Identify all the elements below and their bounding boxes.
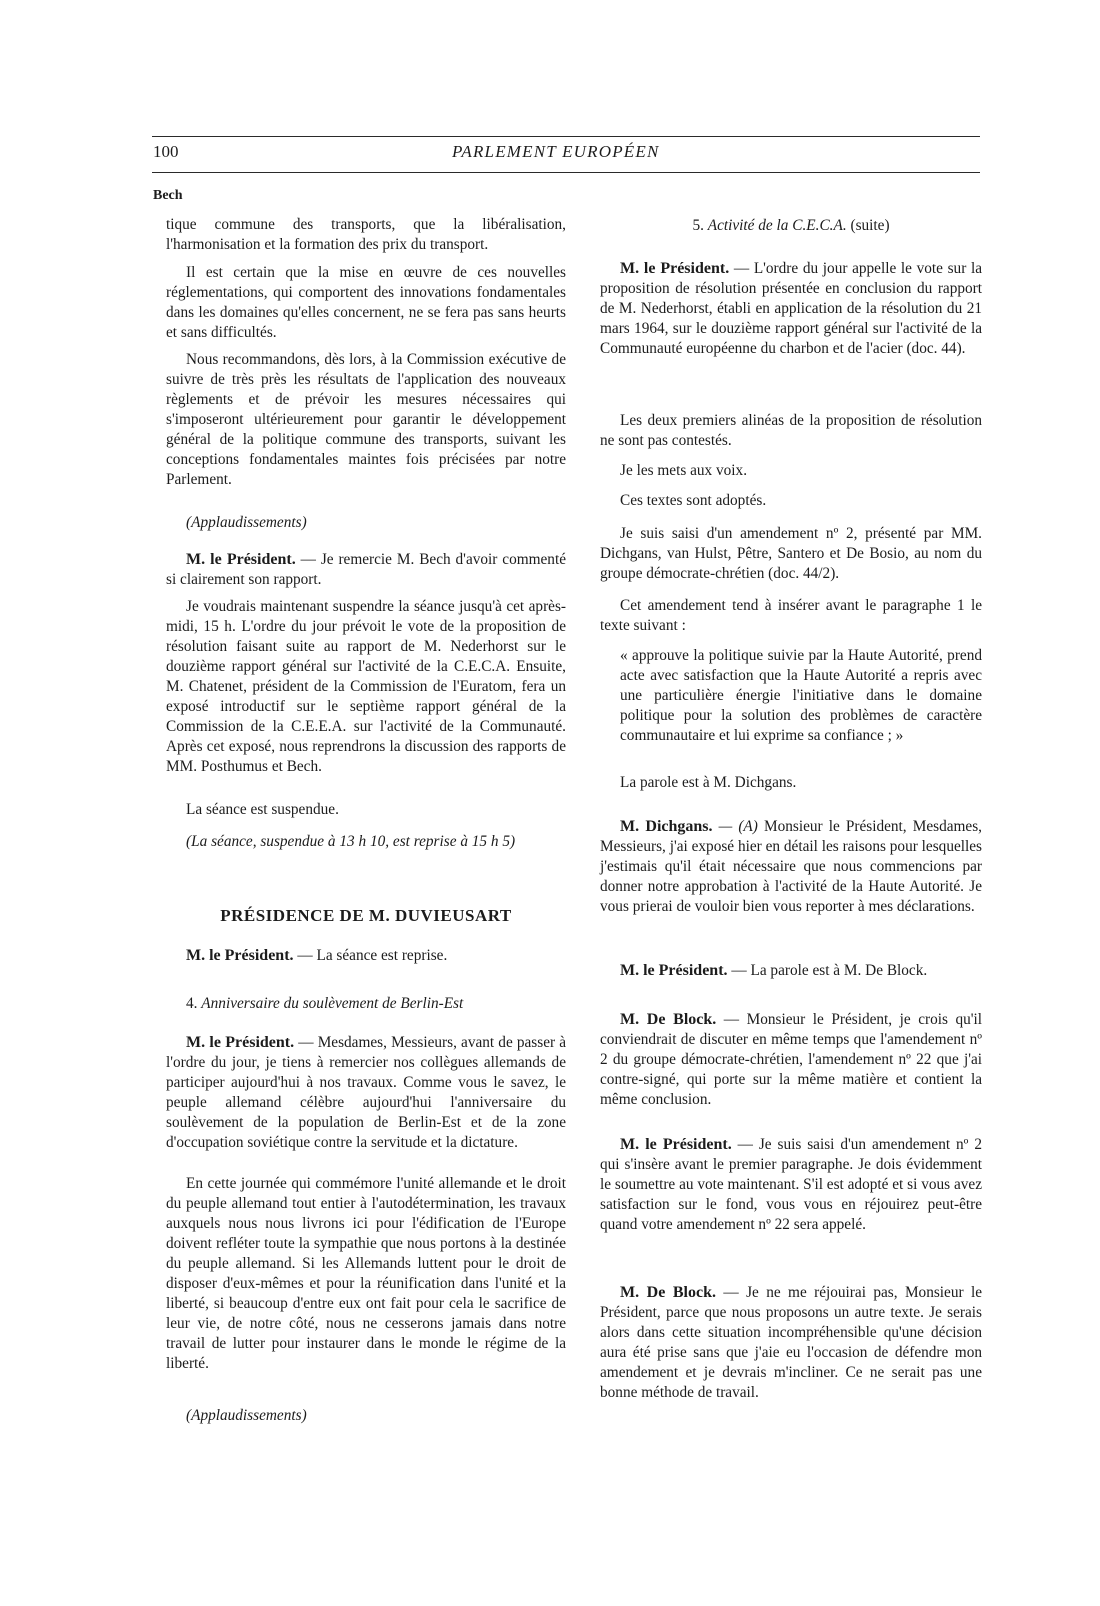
agenda-item-number: 4. bbox=[186, 995, 202, 1012]
agenda-item-number: 5. bbox=[692, 217, 708, 234]
speaker-name: M. De Block. bbox=[620, 1284, 717, 1301]
running-title: PARLEMENT EUROPÉEN bbox=[452, 142, 660, 161]
paragraph: tique commune des transports, que la libéralisation, l'harmonisation et la formation des prix du transport. bbox=[166, 216, 566, 253]
paragraph: La séance est suspendue. bbox=[186, 801, 339, 818]
agenda-item-suffix: (suite) bbox=[846, 217, 890, 234]
speech-text: — Mesdames, Messieurs, avant de passer à l'ordre du jour, je tiens à remercier nos collègues allemands de participer aujourd'hui à nos travaux. Comme vous le savez, le peuple allemand célèbre aujourd'hui l'anniversaire du soulèvement de la population de Berlin-Est et de la zone d'occupation soviétique contre la servitude et la dictature. bbox=[166, 1034, 567, 1151]
paragraph: Je les mets aux voix. bbox=[620, 462, 748, 479]
agenda-item-title: Anniversaire du soulèvement de Berlin-Est bbox=[201, 995, 464, 1012]
speaker-name: M. le Président. bbox=[620, 962, 728, 979]
speech-text: — Je ne me réjouirai pas, Monsieur le Président, parce que nous proposons un autre texte. Je serais alors dans cette situation incompréhensible qu'une décision aura été prise sans que j'aie eu l'occasion de défendre mon amendement et je devrais m'incliner. Ce ne serait pas une bonne méthode de travail. bbox=[600, 1284, 983, 1401]
speech-paragraph bbox=[600, 1135, 982, 1235]
speech-paragraph bbox=[166, 946, 566, 966]
speech-text: — La parole est à M. De Block. bbox=[727, 962, 928, 979]
speech-paragraph bbox=[600, 259, 982, 359]
speech-paragraph bbox=[600, 1010, 982, 1110]
amendment-quote: « approuve la politique suivie par la Haute Autorité, prend acte avec satisfaction que la Haute Autorité a repris avec une particulière énergie l'initiative dans le domaine politique pour la solution des problèmes de caractère communautaire et lui exprime sa confiance ; » bbox=[620, 647, 982, 744]
paragraph: Les deux premiers alinéas de la proposition de résolution ne sont pas contestés. bbox=[600, 412, 982, 449]
speaker-name: M. Dichgans. bbox=[620, 818, 713, 835]
paragraph: Je voudrais maintenant suspendre la séance jusqu'à cet après-midi, 15 h. L'ordre du jour prévoit le vote de la proposition de résolution faisant suite au rapport de M. Nederhorst sur le douzième rapport général sur l'activité de la C.E.C.A. Ensuite, M. Chatenet, président de la Commission de l'Euratom, fera un exposé introductif sur le septième rapport général de la Commission de la C.E.E.A. sur l'activité de la Communauté. Après cet exposé, nous reprendrons la discussion des rapports de MM. Posthumus et Bech. bbox=[166, 598, 566, 775]
header-rule-top bbox=[152, 136, 980, 137]
agenda-item-title: Activité de la C.E.C.A. bbox=[707, 217, 847, 234]
paragraph: Il est certain que la mise en œuvre de ces nouvelles réglementations, qui comportent des innovations fondamentales dans les domaines qu'elles concernent, ne se fera pas sans heurts et sans difficultés. bbox=[166, 264, 566, 341]
speech-paragraph bbox=[600, 961, 982, 981]
speech-text: — L'ordre du jour appelle le vote sur la proposition de résolution présentée en conclusion du rapport de M. Nederhorst, établi en application de la résolution du 21 mars 1964, sur le douzième rapport général sur l'activité de la Communauté européenne du charbon et de l'acier (doc. 44). bbox=[600, 260, 982, 357]
paragraph: La parole est à M. Dichgans. bbox=[620, 774, 797, 791]
speech-paragraph bbox=[166, 550, 566, 590]
speaker-name: M. le Président. bbox=[186, 551, 296, 568]
speech-text: — Je remercie M. Bech d'avoir commenté si clairement son rapport. bbox=[166, 551, 566, 588]
speaker-name: M. le Président. bbox=[620, 260, 730, 277]
page-number: 100 bbox=[153, 142, 179, 161]
agenda-item-heading bbox=[166, 994, 566, 1014]
header-rule-bottom bbox=[152, 172, 980, 173]
speech-paragraph bbox=[600, 1283, 982, 1403]
paragraph: Cet amendement tend à insérer avant le paragraphe 1 le texte suivant : bbox=[600, 597, 982, 634]
speaker-name: M. De Block. bbox=[620, 1011, 717, 1028]
speaker-name: M. le Président. bbox=[620, 1136, 732, 1153]
speech-text: Monsieur le Président, Mesdames, Messieurs, j'ai exposé hier en détail les raisons pour lesquelles j'estimais qu'il était nécessaire que nous commencions par donner notre approbation à l'activité de la Haute Autorité. Je vous prierai de vouloir bien vous reporter à mes déclarations. bbox=[600, 818, 982, 915]
language-marker: — (A) bbox=[712, 818, 758, 835]
speech-text: — La séance est reprise. bbox=[293, 947, 448, 964]
section-title: PRÉSIDENCE DE M. DUVIEUSART bbox=[220, 906, 512, 925]
agenda-item-heading bbox=[600, 216, 982, 236]
speaker-name: M. le Président. bbox=[186, 1034, 295, 1051]
speech-text: — Monsieur le Président, je crois qu'il conviendrait de discuter en même temps que l'amendement nº 2 du groupe démocrate-chrétien, l'amendement nº 22 que j'ai contre-signé, qui porte sur la même matière et contient la même conclusion. bbox=[600, 1011, 982, 1108]
speech-paragraph bbox=[600, 817, 982, 917]
paragraph: En cette journée qui commémore l'unité allemande et le droit du peuple allemand tout entier à l'autodétermination, les travaux auxquels nous nous livrons ici pour l'édification de l'Europe doivent refléter toute la sympathie que nous portons à la destinée du peuple allemand. Si les Allemands luttent pour le droit de disposer d'eux-mêmes et pour la réunification dans l'unité et la liberté, si beaucoup d'entre eux ont fait pour cela le sacrifice de leur vie, de notre côté, nous ne cesserons jamais dans notre travail de lutter pour instaurer dans le monde le régime de la liberté. bbox=[166, 1175, 566, 1372]
applause-note: (Applaudissements) bbox=[186, 1407, 307, 1424]
applause-note: (Applaudissements) bbox=[186, 514, 307, 531]
continued-speaker-label: Bech bbox=[153, 188, 183, 203]
speech-text: — Je suis saisi d'un amendement nº 2 qui s'insère avant le premier paragraphe. Je dois évidemment le soumettre au vote maintenant. S'il est adopté et si vous avez satisfaction sur le fond, vous vous en réjouirez peut-être quand votre amendement nº 22 sera appelé. bbox=[600, 1136, 982, 1233]
speech-paragraph bbox=[166, 1033, 566, 1153]
paragraph: Je suis saisi d'un amendement nº 2, présenté par MM. Dichgans, van Hulst, Pêtre, Santero et De Bosio, au nom du groupe démocrate-chrétien (doc. 44/2). bbox=[600, 525, 982, 582]
session-note: (La séance, suspendue à 13 h 10, est reprise à 15 h 5) bbox=[186, 833, 516, 850]
speaker-name: M. le Président. bbox=[186, 947, 294, 964]
paragraph: Ces textes sont adoptés. bbox=[620, 492, 767, 509]
paragraph: Nous recommandons, dès lors, à la Commission exécutive de suivre de très près les résultats de l'application des nouveaux règlements et de prévoir les mesures nécessaires qui s'imposeront ultérieurement pour garantir le développement général de la politique commune des transports, suivant les conceptions fondamentales maintes fois précisées par notre Parlement. bbox=[166, 351, 566, 488]
